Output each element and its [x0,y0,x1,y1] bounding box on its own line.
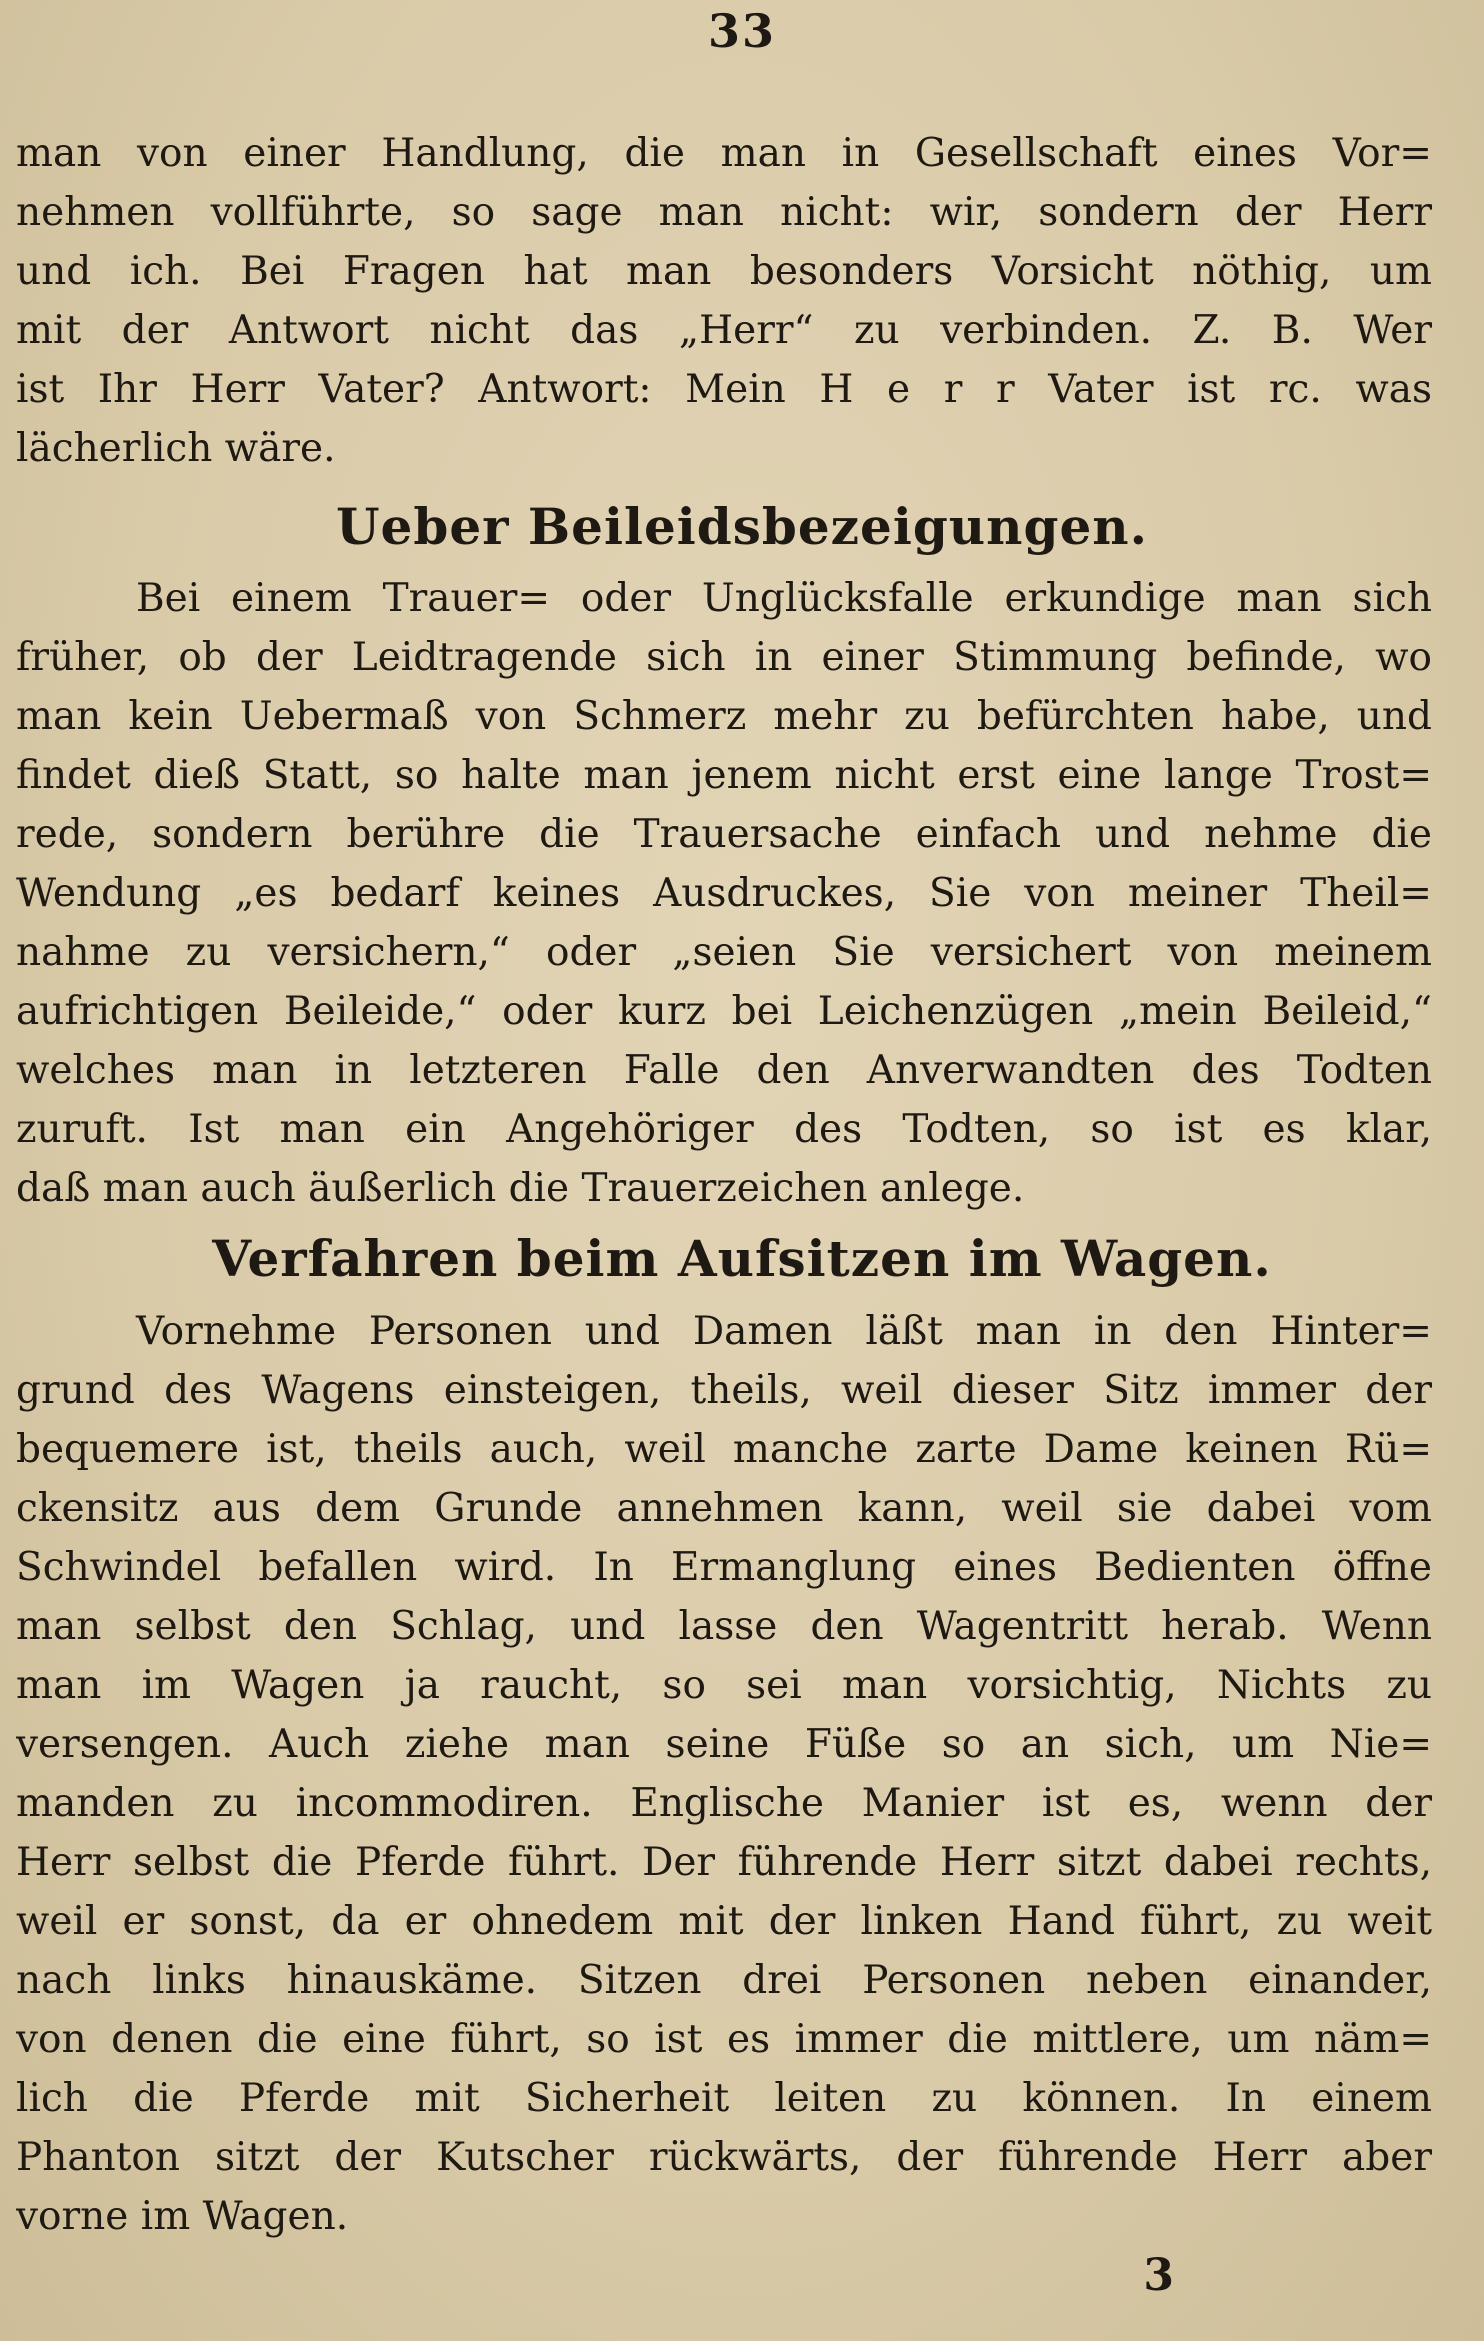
text-line: nahme zu versichern,“ oder „seien Sie versichert von meinem [16,930,1432,975]
text-line: Herr selbst die Pferde führt. Der führende Herr sitzt dabei rechts, [16,1840,1432,1885]
text-line: findet dieß Statt, so halte man jenem nicht erst eine lange Trost= [16,753,1432,798]
text-line: man kein Uebermaß von Schmerz mehr zu befürchten habe, und [16,694,1432,739]
text-line: Phanton sitzt der Kutscher rückwärts, der führende Herr aber [16,2135,1432,2180]
text-line: manden zu incommodiren. Englische Manier ist es, wenn der [16,1781,1432,1826]
text-line: rede, sondern berühre die Trauersache einfach und nehme die [16,812,1432,857]
section-heading-carriage: Verfahren beim Aufsitzen im Wagen. [212,1229,1272,1288]
paragraph-condolences [16,569,1432,1218]
paragraph-carriage [16,1302,1432,2246]
signature-mark: 3 [1143,2250,1174,2301]
text-line: Vornehme Personen und Damen läßt man in den Hinter= [136,1309,1432,1354]
text-line: früher, ob der Leidtragende sich in einer Stimmung befinde, wo [16,635,1432,680]
text-line: lächerlich wäre. [16,426,336,471]
text-line: ist Ihr Herr Vater? Antwort: Mein H e r r Vater ist rc. was [16,367,1432,412]
text-line: nehmen vollführte, so sage man nicht: wir, sondern der Herr [16,190,1432,235]
text-line: zuruft. Ist man ein Angehöriger des Todten, so ist es klar, [16,1107,1432,1152]
text-line: grund des Wagens einsteigen, theils, weil dieser Sitz immer der [16,1368,1432,1413]
text-line: welches man in letzteren Falle den Anverwandten des Todten [16,1048,1432,1093]
text-line: daß man auch äußerlich die Trauerzeichen anlege. [16,1166,1025,1211]
text-line: weil er sonst, da er ohnedem mit der linken Hand führt, zu weit [16,1899,1432,1944]
text-line: mit der Antwort nicht das „Herr“ zu verbinden. Z. B. Wer [16,308,1432,353]
page-number: 33 [707,4,776,58]
text-line: und ich. Bei Fragen hat man besonders Vorsicht nöthig, um [16,249,1432,294]
section-heading-condolences: Ueber Beileidsbezeigungen. [335,497,1149,556]
text-line: von denen die eine führt, so ist es immer die mittlere, um näm= [16,2017,1432,2062]
paragraph-continuation [16,124,1432,478]
text-line: bequemere ist, theils auch, weil manche zarte Dame keinen Rü= [16,1427,1432,1472]
text-line: man im Wagen ja raucht, so sei man vorsichtig, Nichts zu [16,1663,1432,1708]
text-line: versengen. Auch ziehe man seine Füße so an sich, um Nie= [16,1722,1432,1767]
text-line: vorne im Wagen. [16,2194,349,2239]
text-line: man selbst den Schlag, und lasse den Wagentritt herab. Wenn [16,1604,1432,1649]
text-line: Wendung „es bedarf keines Ausdruckes, Sie von meiner Theil= [16,871,1432,916]
text-line: lich die Pferde mit Sicherheit leiten zu können. In einem [16,2076,1432,2121]
text-line: Bei einem Trauer= oder Unglücksfalle erkundige man sich [136,576,1432,621]
text-line: man von einer Handlung, die man in Gesellschaft eines Vor= [16,131,1432,176]
text-line: Schwindel befallen wird. In Ermanglung eines Bedienten öffne [16,1545,1432,1590]
text-line: aufrichtigen Beileide,“ oder kurz bei Leichenzügen „mein Beileid,“ [16,989,1432,1034]
text-line: ckensitz aus dem Grunde annehmen kann, weil sie dabei vom [16,1486,1432,1531]
text-line: nach links hinauskäme. Sitzen drei Personen neben einander, [16,1958,1432,2003]
